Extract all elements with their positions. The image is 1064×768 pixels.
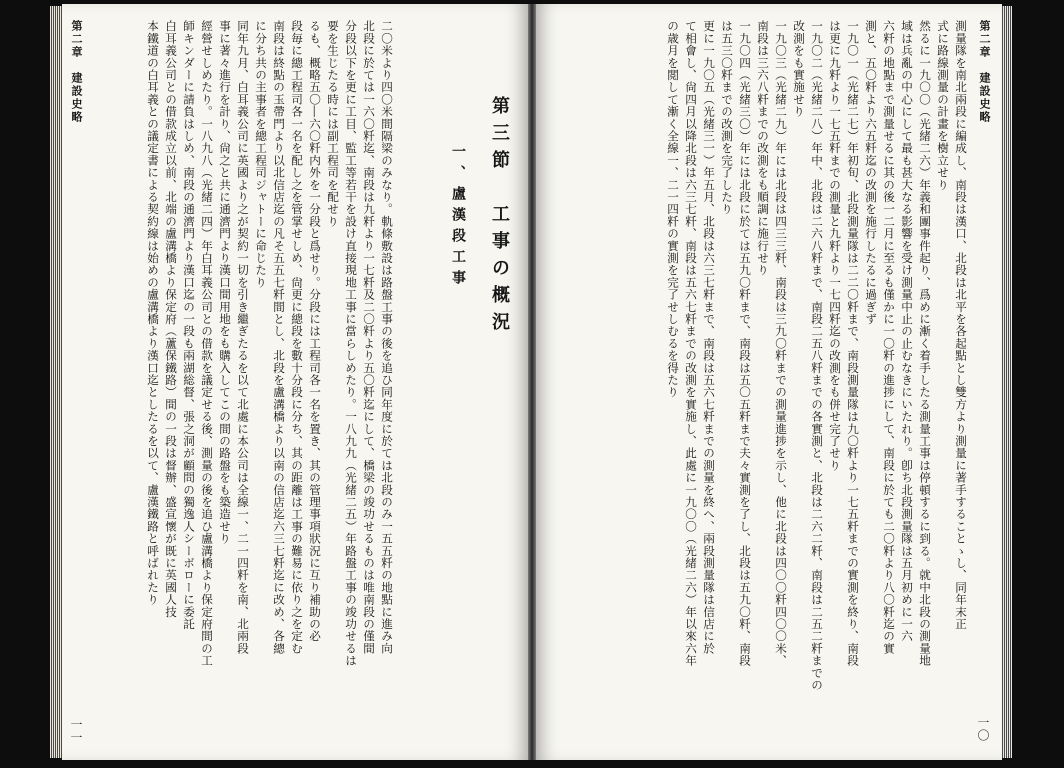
right-page: [536, 4, 1002, 760]
text-line: 改測をも實施せり: [792, 20, 806, 118]
text-line: 一九〇二（光緒二八）年中、北段は二六八粁まで、南段二五八粁までの各實測と、北段は二六二粁、南段は二五二粁までの: [810, 20, 824, 691]
page-edge-right: [1002, 6, 1012, 758]
text-line: 一九〇三（光緒二九）年には北段は四三三粁、南段は三九〇粁までの測量進捗を示し、他に北段は四〇〇粁四〇〇米、: [774, 20, 788, 667]
text-line: は更に九粁より一七五粁までの測量と九粁より一七四粁迄の改測をも併せ完了せり: [828, 20, 842, 472]
text-line: 然るに一九〇〇（光緒二六）年義和團事件起り、爲めに漸く着手したる測量工事は停頓するに到る。就中北段の測量地: [918, 20, 932, 667]
section-title: 第三節 工事の概況: [489, 96, 510, 339]
text-line: 同年九月、白耳義公司に英國より之が契約一切を引き繼ぎたるを以て北處に本公司は全線一、二一四粁を南、北兩段: [236, 20, 250, 655]
text-line: 式に路線測量の計畫を樹立せり: [936, 20, 950, 191]
book-gutter: [528, 4, 536, 760]
text-line: るも、概略五〇―六〇粁内外を一分段と爲せり。分段には工程司各一名を置き、其の管理事項狀況に互り補助の必: [308, 20, 322, 643]
text-line: 測量隊を南北兩段に編成し、南段は漢口、北段は北平を各起點とし雙方より測量に著手することゝし、同年末正: [954, 20, 968, 630]
text-line: 師キンダーに請負はしめ、南段の通濟門より漢口迄の一段も兩湖総督、張之洞が顧問の獨逸人シーボローに委託: [182, 20, 196, 630]
text-line: 本鐵道の白耳義との議定書による契約線は始めの盧溝橋より漢口迄としたるを以て、盧漢鐵路と呼ばれたり: [146, 20, 160, 606]
text-line: 南段は三六八粁までの改測をも順調に施行せり: [756, 20, 770, 277]
text-line: て相會し、尙四月以降北段は六三七粁、南段は五六七粁までの改測を實施し、此處に一九〇〇（光緒二六）年以來六年: [684, 20, 698, 667]
subsection-title: 一、盧漢段工事: [450, 144, 466, 291]
page-number: 一〇: [976, 716, 990, 742]
text-line: の歳月を閲して漸く全線一、二一四粁の實測を完了せしむるを得たり: [666, 20, 680, 399]
text-line: 要を生じたる時には副工程司を配せり: [326, 20, 340, 228]
text-line: 段毎に總工程司各一名を配し之を管掌せしめ、尙更に總段を數十分段に分ち、其の距離は工事の難易に依り之を定む: [290, 20, 304, 655]
text-line: 測と、五〇粁より六五粁迄の改測を施行したるに過ぎず: [864, 20, 878, 325]
text-line: 六粁の地點まで測量せるに其の後一二月に至るも僅かに一〇粁の進捗にして、南段に於ても二〇粁より八〇粁迄の實: [882, 20, 896, 655]
text-line: 更に一九〇五（光緒三一）年五月、北段は六三七粁まで、南段は五六七粁までの測量を終へ、兩段測量隊は信店に於: [702, 20, 716, 655]
text-line: 事に著々進行を計り、尙之と共に通濟門より漢口間用地をも購入してこの間の路盤をも築造せり: [218, 20, 232, 545]
running-head: 第二章 建設史略: [70, 20, 83, 124]
page-number: 一一: [69, 718, 83, 744]
text-line: 分段以下を更に工目、監工等若干を設け直接現地工事に當らしめたり。一八九九（光緒二五）年路盤工事の竣功せるは: [344, 20, 358, 667]
text-line: は五三〇粁までの改測を完了したり: [720, 20, 734, 216]
text-line: 一九〇四（光緒三〇）年には北段に於ては五九〇粁まで、南段は五〇五粁まで夫々實測を了し、北段は五九〇粁、南段: [738, 20, 752, 667]
text-line: 經營せしめたり。一八九八（光緒二四）年白耳義公司との借款を議定せる後、測量の後を追ひ盧溝橋より保定府間の工: [200, 20, 214, 667]
text-line: 南段は終點の玉帶門より以北信店迄の凡そ五五七粁間とし、北段を盧溝橋より以南の信店迄六三七粁迄に改め、各總: [272, 20, 286, 655]
text-line: 域は兵亂の中心にして最も甚大なる影響を受け測量中止の止むなきにいたれり。卽ち北段測量隊は五月初めに一六: [900, 20, 914, 643]
page-edge-left: [50, 6, 62, 758]
running-head: 第二章 建設史略: [978, 20, 991, 124]
text-line: 白耳義公司との借款成立以前、北端の盧溝橋より保定府（蘆保鐵路）間の一段は督辦、盛宣懷が既に英國人技: [164, 20, 178, 618]
text-line: に分ち共の主事者を總工程司ジャトーに命じたり: [254, 20, 268, 289]
text-line: 一九〇一（光緒二七）年初旬、北段測量隊は二二〇粁まで、南段測量隊は九〇粁より一七五粁までの實測を終り、南段: [846, 20, 860, 667]
text-line: 二〇米より四〇米間隔梁のみなり。軌條敷設は路盤工事の後を追ひ同年度に於ては北段のみ一五五粁の地點に進み向: [380, 20, 394, 655]
text-line: 北段に於ては一六〇粁迄、南段は九粁より一七粁及二〇粁より五〇粁迄にして、橋梁の竣功せるものは唯南段の僅間: [362, 20, 376, 655]
left-page: [62, 4, 528, 760]
